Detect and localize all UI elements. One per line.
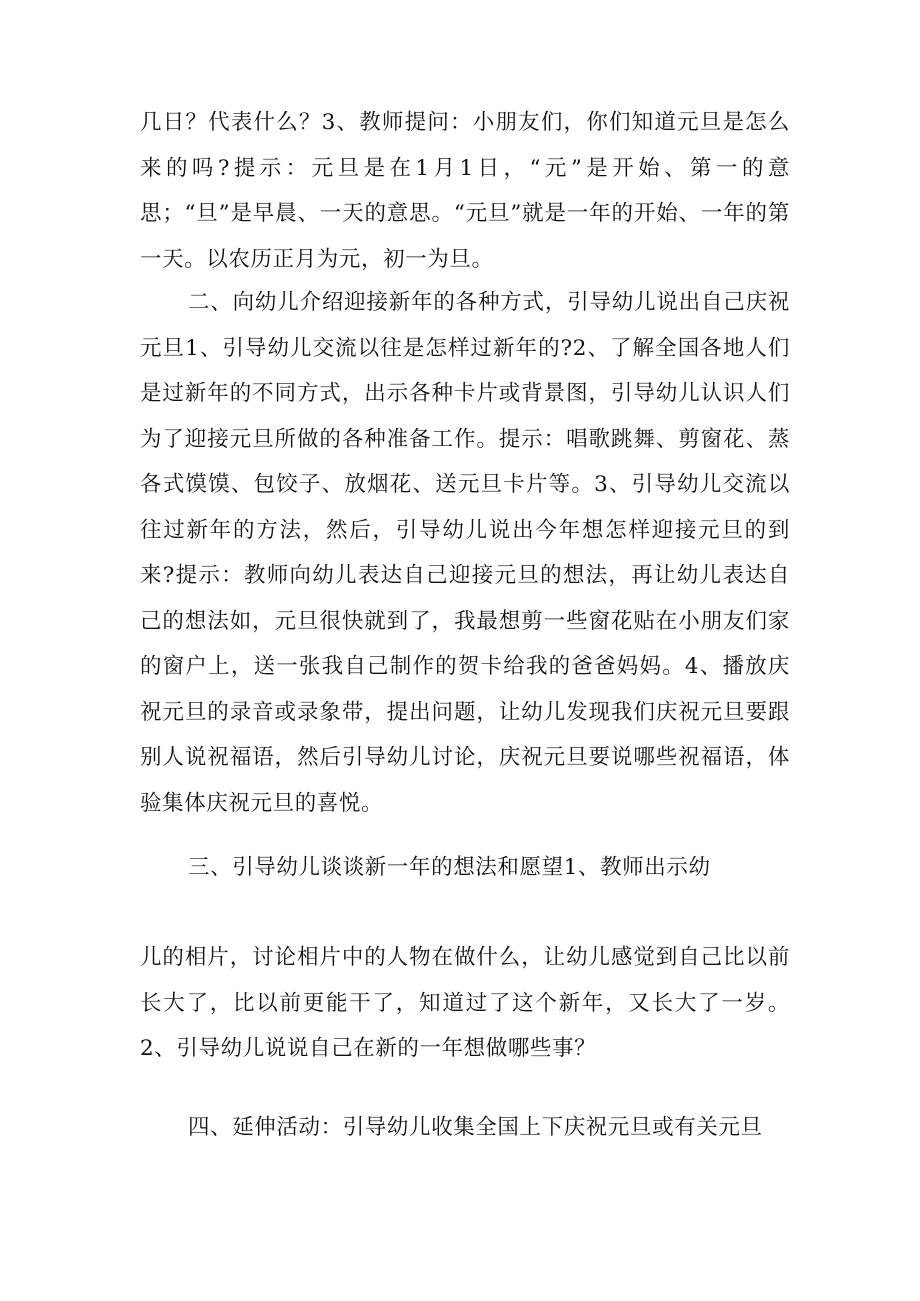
- paragraph-section-three: 三、引导幼儿谈谈新一年的想法和愿望1、教师出示幼: [188, 855, 711, 880]
- paragraph-section-four: 四、延伸活动：引导幼儿收集全国上下庆祝元旦或有关元旦: [188, 1115, 763, 1140]
- paragraph-origin-of-new-year: 几日？代表什么？3、教师提问：小朋友们，你们知道元旦是怎么来的吗?提示：元旦是在1月1日，“元”是开始、第一的意思；“旦”是早晨、一天的意思。“元旦”就是一年的开始、一年的第一天。以农历正月为元，初一为旦。: [140, 110, 790, 272]
- paragraph-section-two: 二、向幼儿介绍迎接新年的各种方式，引导幼儿说出自己庆祝元旦1、引导幼儿交流以往是怎样过新年的?2、了解全国各地人们是过新年的不同方式，出示各种卡片或背景图，引导幼儿认识人们为了迎接元旦所做的各种准备工作。提示：唱歌跳舞、剪窗花、蒸各式馍馍、包饺子、放烟花、送元旦卡片等。3、引导幼儿交流以往过新年的方法，然后，引导幼儿说出今年想怎样迎接元旦的到来?提示：教师向幼儿表达自己迎接元旦的想法，再让幼儿表达自己的想法如，元旦很快就到了，我最想剪一些窗花贴在小朋友们家的窗户上，送一张我自己制作的贺卡给我的爸爸妈妈。4、播放庆祝元旦的录音或录象带，提出问题，让幼儿发现我们庆祝元旦要跟别人说祝福语，然后引导幼儿讨论，庆祝元旦要说哪些祝福语，体验集体庆祝元旦的喜悦。: [140, 290, 790, 816]
- paragraph-section-three-continued: 儿的相片，讨论相片中的人物在做什么，让幼儿感觉到自己比以前长大了，比以前更能干了，知道过了这个新年，又长大了一岁。2、引导幼儿说说自己在新的一年想做哪些事？: [140, 945, 790, 1061]
